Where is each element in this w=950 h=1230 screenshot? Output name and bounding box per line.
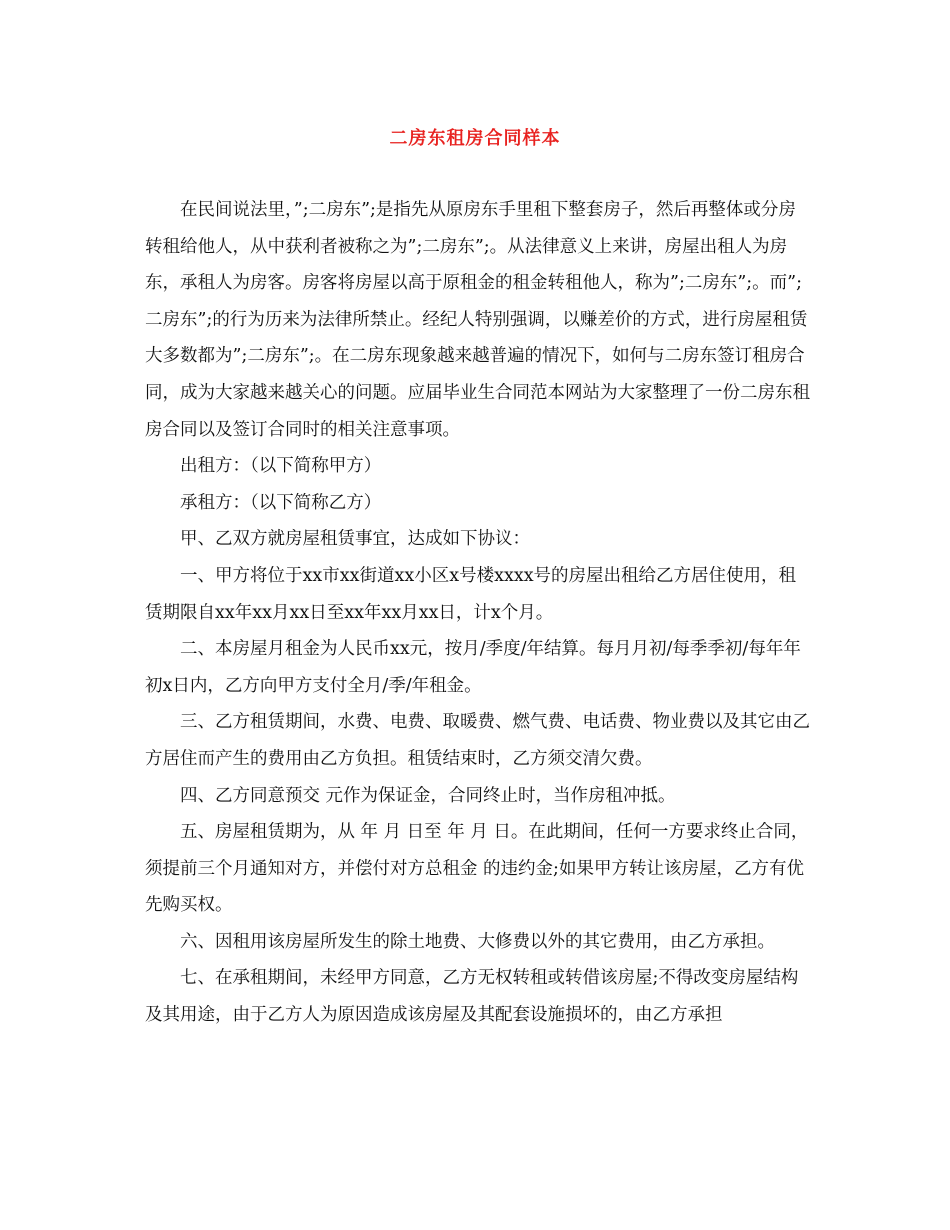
intro-paragraph: 在民间说法里，”;二房东”;是指先从原房东手里租下整套房子，然后再整体或分房转租给他人，从中获利者被称之为”;二房东”;。从法律意义上来讲，房屋出租人为房东，承租人为房客。房客将房屋以高于原租金的租金转租他人，称为”;二房东”;。而”;二房东”;的行为历来为法律所禁止。经纪人特别强调，以赚差价的方式，进行房屋租赁大多数都为”;二房东”;。在二房东现象越来越普遍的情况下，如何与二房东签订租房合同，成为大家越来越关心的问题。应届毕业生合同范本网站为大家整理了一份二房东租房合同以及签订合同时的相关注意事项。 xyxy=(145,200,810,440)
clause-4: 四、乙方同意预交 元作为保证金，合同终止时，当作房租冲抵。 xyxy=(180,785,676,806)
document-title: 二房东租房合同样本 xyxy=(389,128,561,149)
clause-2: 二、本房屋月租金为人民币xx元，按月/季度/年结算。每月月初/每季季初/每年年初x日内，乙方向甲方支付全月/季/年租金。 xyxy=(145,639,801,696)
lessor-line: 出租方：（以下简称甲方） xyxy=(180,456,382,477)
clause-3: 三、乙方租赁期间，水费、电费、取暖费、燃气费、电话费、物业费以及其它由乙方居住而产生的费用由乙方负担。租赁结束时，乙方须交清欠费。 xyxy=(145,712,810,769)
agreement-preamble: 甲、乙双方就房屋租赁事宜，达成如下协议： xyxy=(180,529,530,550)
clause-1: 一、甲方将位于xx市xx街道xx小区x号楼xxxx号的房屋出租给乙方居住使用，租赁期限自xx年xx月xx日至xx年xx月xx日，计x个月。 xyxy=(145,565,797,623)
document-body xyxy=(145,192,810,1034)
lessee-line: 承租方：（以下简称乙方） xyxy=(180,492,382,513)
clause-6: 六、因租用该房屋所发生的除土地费、大修费以外的其它费用，由乙方承担。 xyxy=(180,931,775,952)
clause-5: 五、房屋租赁期为，从 年 月 日至 年 月 日。在此期间，任何一方要求终止合同，须提前三个月通知对方，并偿付对方总租金 的违约金;如果甲方转让该房屋，乙方有优先购买权。 xyxy=(145,822,809,916)
clause-7: 七、在承租期间，未经甲方同意，乙方无权转租或转借该房屋;不得改变房屋结构及其用途，由于乙方人为原因造成该房屋及其配套设施损坏的，由乙方承担 xyxy=(145,968,799,1026)
